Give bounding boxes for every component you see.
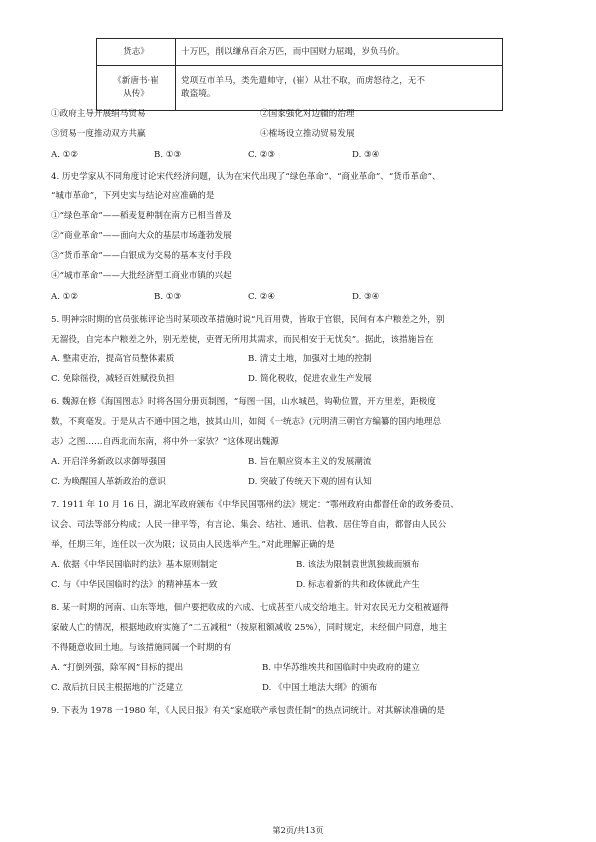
statement: ①政府主导开展绢马贸易: [51, 109, 146, 119]
source-row: [97, 39, 503, 66]
question-stem: 6. 魏源在修《海国图志》时将各国分册页制图，“每图一国，山水城邑，钩勒位置，开方里差，距极度: [51, 397, 436, 407]
option-c[interactable]: C. 为唤醒国人革新政治的意识: [51, 477, 166, 487]
option-b[interactable]: B. 清丈土地，加强对土地的控制: [248, 354, 372, 364]
source-label-line: 从传》: [123, 89, 149, 99]
source-row: [97, 66, 503, 111]
question-stem: 5. 明神宗时期的官员张栋评论当时某项改革措施时说“凡百用费，皆取于官银，民间有本户粮差之外，别: [51, 315, 445, 325]
source-label-line: 《新唐书·崔: [113, 76, 159, 86]
option-d[interactable]: D. 突破了传统天下观的固有认知: [248, 477, 372, 487]
question-stem: 数，不爽毫发。于是从古不通中国之地，披其山川，如阅《一统志》(元明清三朝官方编纂的国内地理总: [51, 417, 442, 427]
option-c[interactable]: C. ②③: [248, 150, 276, 160]
option-a[interactable]: A. ①②: [51, 292, 79, 302]
option-b[interactable]: B. 中华苏维埃共和国临时中央政府的建立: [262, 663, 420, 673]
option-b[interactable]: B. 该法为限制袁世凯独裁而颁布: [296, 560, 420, 570]
source-label: [97, 66, 176, 111]
page-footer: 第2页/共13页: [272, 825, 324, 835]
statement: ③贸易一度推动双方共赢: [51, 129, 146, 139]
option-b[interactable]: B. ①③: [154, 292, 182, 302]
question-stem: 9. 下表为 1978 一1980 年，《人民日报》有关“家庭联产承包责任制”的热点词统计。对其解读准确的是: [51, 706, 445, 716]
question-stem: 8. 某一时期的河南、山东等地，佃户要把收成的六成、七成甚至八成交给地主。针对农民无力交租被逼得: [51, 603, 449, 613]
question-stem: 议会、司法等部分构成；人民一律平等，有言论、集会、结社、通讯、信教、居住等自由，都督由人民公: [51, 520, 447, 530]
source-label: 货志》: [97, 39, 176, 66]
question-stem: “城市革命”，下列史实与结论对应准确的是: [51, 191, 215, 201]
option-c[interactable]: C. ②④: [248, 292, 276, 302]
option-b[interactable]: B. ①③: [154, 150, 182, 160]
option-d[interactable]: D. 简化税收，促进农业生产发展: [248, 374, 372, 384]
source-text-line: 党项互市羊马，类先遣帅守，(崔）从壮不取，而虏怒待之，无不: [181, 76, 425, 86]
option-d[interactable]: D. ③④: [352, 150, 380, 160]
option-c[interactable]: C. 敌后抗日民主根据地的广泛建立: [51, 683, 184, 693]
statement: ③“货币革命”——白银成为交易的基本支付手段: [51, 251, 232, 261]
question-stem: 举，任期三年，连任以一次为限；议员由人民选举产生。”对此理解正确的是: [51, 540, 335, 550]
option-a[interactable]: A. “打倒列强，除军阀”目标的提出: [51, 663, 184, 673]
source-text: [176, 66, 503, 111]
question-stem: 7. 1911 年 10 月 16 日，湖北军政府颁布《中华民国鄂州约法》规定：“鄂州政府由都督任命的政务委员、: [51, 500, 459, 510]
source-text: 十万匹，削以缣帛百余万匹，而中国财力屈竭，岁负马价。: [176, 39, 503, 66]
option-b[interactable]: B. 旨在顺应资本主义的发展潮流: [248, 457, 372, 467]
question-stem: 无溜役，自完本户粮差之外，别无差使，吏胥无所用其需求，而民相安于无忧矣”。据此，该措施旨在: [51, 335, 434, 345]
option-d[interactable]: D. ③④: [352, 292, 380, 302]
source-text-line: 敢盗境。: [181, 89, 216, 99]
statement: ②“商业革命”——面向大众的基层市场蓬勃发展: [51, 231, 232, 241]
statement: ②国家强化对边疆的治理: [260, 109, 355, 119]
question-stem: 不得随意收回土地。与该措施同属一个时期的有: [51, 643, 232, 653]
question-stem: 家破人亡的情况，根据地政府实施了“二五减租”（按原租额减收 25%），同时规定，未经佃户同意，地主: [51, 623, 447, 633]
question-stem: 志）之图……自西北而东南，将中外一家欤？”这体现出魏源: [51, 437, 279, 447]
option-c[interactable]: C. 免除徭役，减轻百姓赋役负担: [51, 374, 175, 384]
option-c[interactable]: C. 与《中华民国临时约法》的精神基本一致: [51, 580, 218, 590]
option-a[interactable]: A. 开启洋务新政以求御辱强国: [51, 457, 166, 467]
option-a[interactable]: A. 整肃吏治，提高官员整体素质: [51, 354, 175, 364]
option-a[interactable]: A. 依据《中华民国临时约法》基本原则制定: [51, 560, 218, 570]
statement: ④榷场设立推动贸易发展: [260, 129, 355, 139]
source-table: [96, 38, 503, 111]
statement: ①“绿色革命”——稻麦复种制在南方已相当普及: [51, 211, 232, 221]
question-stem: 4. 历史学家从不同角度讨论宋代经济问题，认为在宋代出现了“绿色革命”、“商业革命”、“货币革命”、: [51, 172, 441, 182]
option-d[interactable]: D. 标志着新的共和政体就此产生: [296, 580, 420, 590]
option-a[interactable]: A. ①②: [51, 150, 79, 160]
statement: ④“城市革命”——大批经济型工商业市镇的兴起: [51, 271, 232, 281]
option-d[interactable]: D. 《中国土地法大纲》的颁布: [262, 683, 378, 693]
